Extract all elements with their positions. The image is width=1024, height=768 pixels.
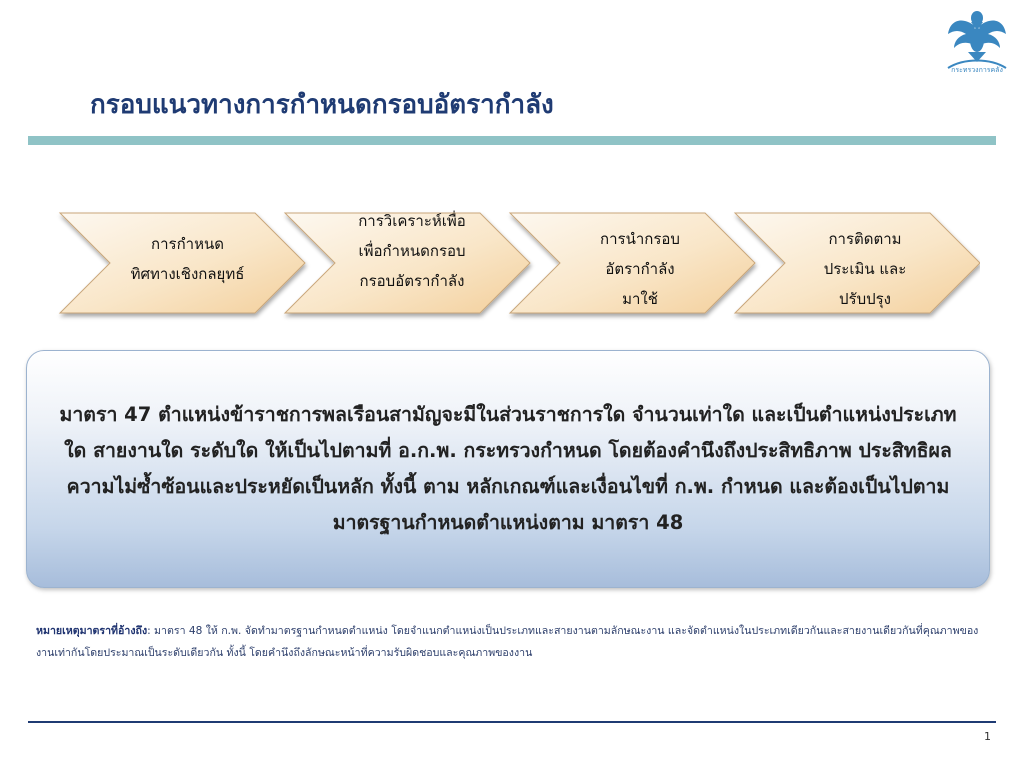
process-step-3-label: การนำกรอบ อัตรากำลัง มาใช้ xyxy=(600,230,680,308)
page-number: 1 xyxy=(984,730,991,743)
footnote xyxy=(36,620,996,664)
footer-divider xyxy=(28,721,996,723)
slide-title: กรอบแนวทางการกำหนดกรอบอัตรากำลัง xyxy=(90,90,554,120)
process-step-1-label: การกำหนด ทิศทางเชิงกลยุทธ์ xyxy=(130,235,245,283)
footnote-label: หมายเหตุมาตราที่อ้างถึง xyxy=(36,625,148,637)
process-step-4-label: การติดตาม ประเมิน และ ปรับปรุง xyxy=(823,230,907,308)
logo-caption: กระทรวงการคลัง xyxy=(951,66,1003,74)
process-step-2-label: การวิเคราะห์เพื่อ เพื่อกำหนดกรอบ กรอบอัตรากำลัง xyxy=(358,212,466,290)
garuda-emblem-icon xyxy=(942,8,1012,74)
section-47-text: มาตรา 47 ตำแหน่งข้าราชการพลเรือนสามัญจะมีในส่วนราชการใด จำนวนเท่าใด และเป็นตำแหน่งประเภทใด สายงานใด ระดับใด ให้เป็นไปตามที่ อ.ก.พ. กระทรวงกำหนด โดยต้องคำนึงถึงประสิทธิภาพ ประสิทธิผล ความไม่ซ้ำซ้อนและประหยัดเป็นหลัก ทั้งนี้ ตาม หลักเกณฑ์และเงื่อนไขที่ ก.พ. กำหนด และต้องเป็นไปตามมาตรฐานกำหนดตำแหน่งตาม มาตรา 48 xyxy=(59,403,957,534)
footnote-text: : มาตรา 48 ให้ ก.พ. จัดทำมาตรฐานกำหนดตำแหน่ง โดยจำแนกตำแหน่งเป็นประเภทและสายงานตามลักษณะงาน และจัดตำแหน่งในประเภทเดียวกันและสายงานเดียวกันที่คุณภาพของงานเท่ากันโดยประมาณเป็นระดับเดียวกัน ทั้งนี้ โดยคำนึงถึงลักษณะหน้าที่ความรับผิดชอบและคุณภาพของงาน xyxy=(36,625,979,659)
section-47-box xyxy=(26,350,990,588)
process-flow xyxy=(50,205,980,325)
title-divider xyxy=(28,136,996,145)
